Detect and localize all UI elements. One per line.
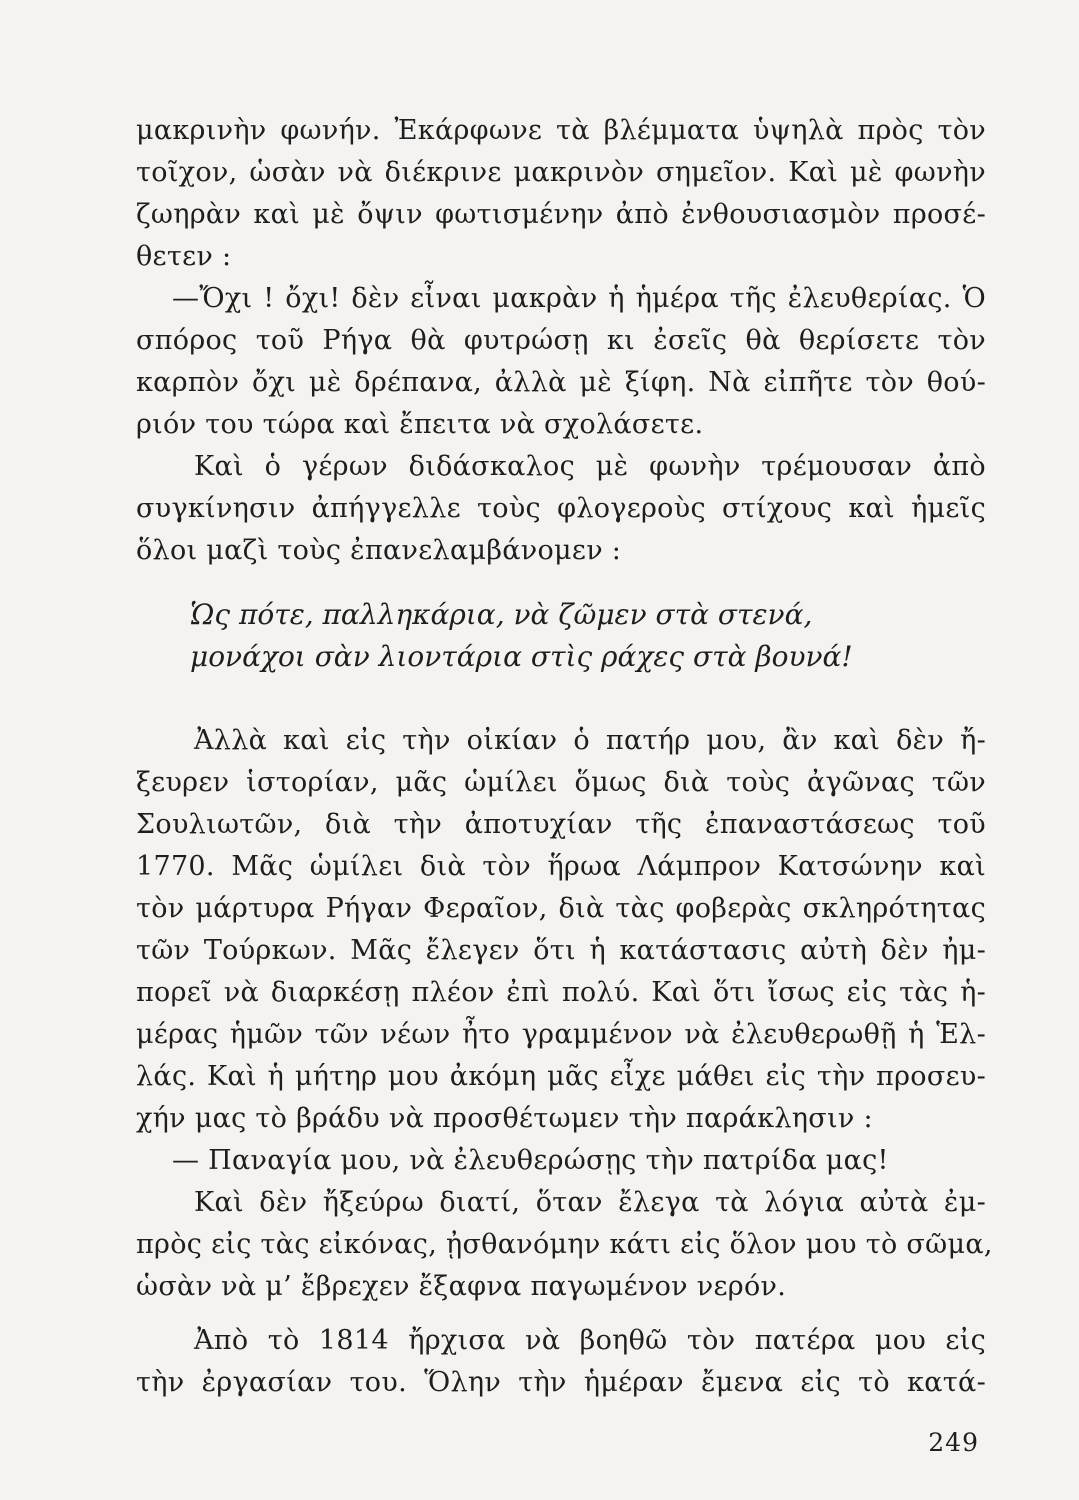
text-line: συγκίνησιν ἀπήγγελλε τοὺς φλογεροὺς στίχους καὶ ἡμεῖς <box>136 493 986 524</box>
text-line: ριόν του τώρα καὶ ἔπειτα νὰ σχολάσετε. <box>136 409 704 440</box>
paragraph-6 <box>136 1182 993 1308</box>
text-line: 1770. Μᾶς ὡμίλει διὰ τὸν ἥρωα Λάμπρον Κατσώνην καὶ <box>136 851 986 882</box>
text-line: μακρινὴν φωνήν. Ἐκάρφωνε τὰ βλέμματα ὑψηλὰ πρὸς τὸν <box>136 115 986 146</box>
text-line: Σουλιωτῶν, διὰ τὴν ἀποτυχίαν τῆς ἐπαναστάσεως τοῦ <box>136 809 986 840</box>
text-line: πορεῖ νὰ διαρκέσῃ πλέον ἐπὶ πολύ. Καὶ ὅτι ἴσως εἰς τὰς ἡ- <box>136 977 986 1008</box>
text-line: τῶν Τούρκων. Μᾶς ἔλεγεν ὅτι ἡ κατάστασις αὐτὴ δὲν ἠμ- <box>136 935 986 966</box>
verse-line: Ὡς πότε, παλληκάρια, νὰ ζῶμεν στὰ στενά, <box>190 598 813 631</box>
text-line: Ἀπὸ τὸ 1814 ἤρχισα νὰ βοηθῶ τὸν πατέρα μου εἰς <box>194 1325 986 1356</box>
paragraph-4 <box>136 720 986 1140</box>
text-line: Καὶ δὲν ἤξεύρω διατί, ὅταν ἔλεγα τὰ λόγια αὐτὰ ἐμ- <box>194 1187 986 1218</box>
text-line: λάς. Καὶ ἡ μήτηρ μου ἀκόμη μᾶς εἶχε μάθει εἰς τὴν προσευ- <box>136 1061 986 1092</box>
text-line: ξευρεν ἱστορίαν, μᾶς ὡμίλει ὅμως διὰ τοὺς ἀγῶνας τῶν <box>136 767 986 798</box>
text-line: τὸν μάρτυρα Ρήγαν Φεραῖον, διὰ τὰς φοβερὰς σκληρότητας <box>136 893 986 924</box>
text-line: τὴν ἐργασίαν του. Ὅλην τὴν ἡμέραν ἔμενα εἰς τὸ κατά- <box>136 1367 986 1398</box>
text-line: ὡσὰν νὰ μ’ ἔβρεχεν ἔξαφνα παγωμένον νερόν. <box>136 1271 787 1302</box>
verse-line: μονάχοι σὰν λιοντάρια στὶς ράχες στὰ βουνά! <box>190 640 853 673</box>
text-line: Ἀλλὰ καὶ εἰς τὴν οἰκίαν ὁ πατήρ μου, ἂν καὶ δὲν ἤ- <box>194 725 986 756</box>
page-number: 249 <box>928 1428 979 1457</box>
paragraph-3 <box>136 446 986 572</box>
text-line: πρὸς εἰς τὰς εἰκόνας, ᾐσθανόμην κάτι εἰς ὅλον μου τὸ σῶμα, <box>136 1229 993 1260</box>
paragraph-1 <box>136 110 986 278</box>
text-line: τοῖχον, ὡσὰν νὰ διέκρινε μακρινὸν σημεῖον. Καὶ μὲ φωνὴν <box>136 157 986 188</box>
text-line: ὅλοι μαζὶ τοὺς ἐπανελαμβάνομεν : <box>136 535 622 566</box>
text-line: μέρας ἡμῶν τῶν νέων ἦτο γραμμένον νὰ ἐλευθερωθῇ ἡ Ἑλ- <box>136 1019 986 1050</box>
paragraph-2 <box>136 278 986 446</box>
text-line: σπόρος τοῦ Ρήγα θὰ φυτρώσῃ κι ἐσεῖς θὰ θερίσετε τὸν <box>136 325 986 356</box>
text-line: θετεν : <box>136 241 232 272</box>
text-line: Καὶ ὁ γέρων διδάσκαλος μὲ φωνὴν τρέμουσαν ἀπὸ <box>194 451 986 482</box>
paragraph-5 <box>136 1140 986 1182</box>
text-line: — Παναγία μου, νὰ ἐλευθερώσῃς τὴν πατρίδα μας! <box>172 1145 889 1176</box>
text-line: χήν μας τὸ βράδυ νὰ προσθέτωμεν τὴν παράκλησιν : <box>136 1103 873 1134</box>
text-line: —Ὄχι ! ὄχι! δὲν εἶναι μακρὰν ἡ ἡμέρα τῆς ἐλευθερίας. Ὁ <box>172 283 986 314</box>
text-line: ζωηρὰν καὶ μὲ ὄψιν φωτισμένην ἀπὸ ἐνθουσιασμὸν προσέ- <box>136 199 986 230</box>
paragraph-7 <box>136 1320 986 1404</box>
text-line: καρπὸν ὄχι μὲ δρέπανα, ἀλλὰ μὲ ξίφη. Νὰ εἰπῆτε τὸν θού- <box>136 367 986 398</box>
verse-block <box>190 594 910 678</box>
